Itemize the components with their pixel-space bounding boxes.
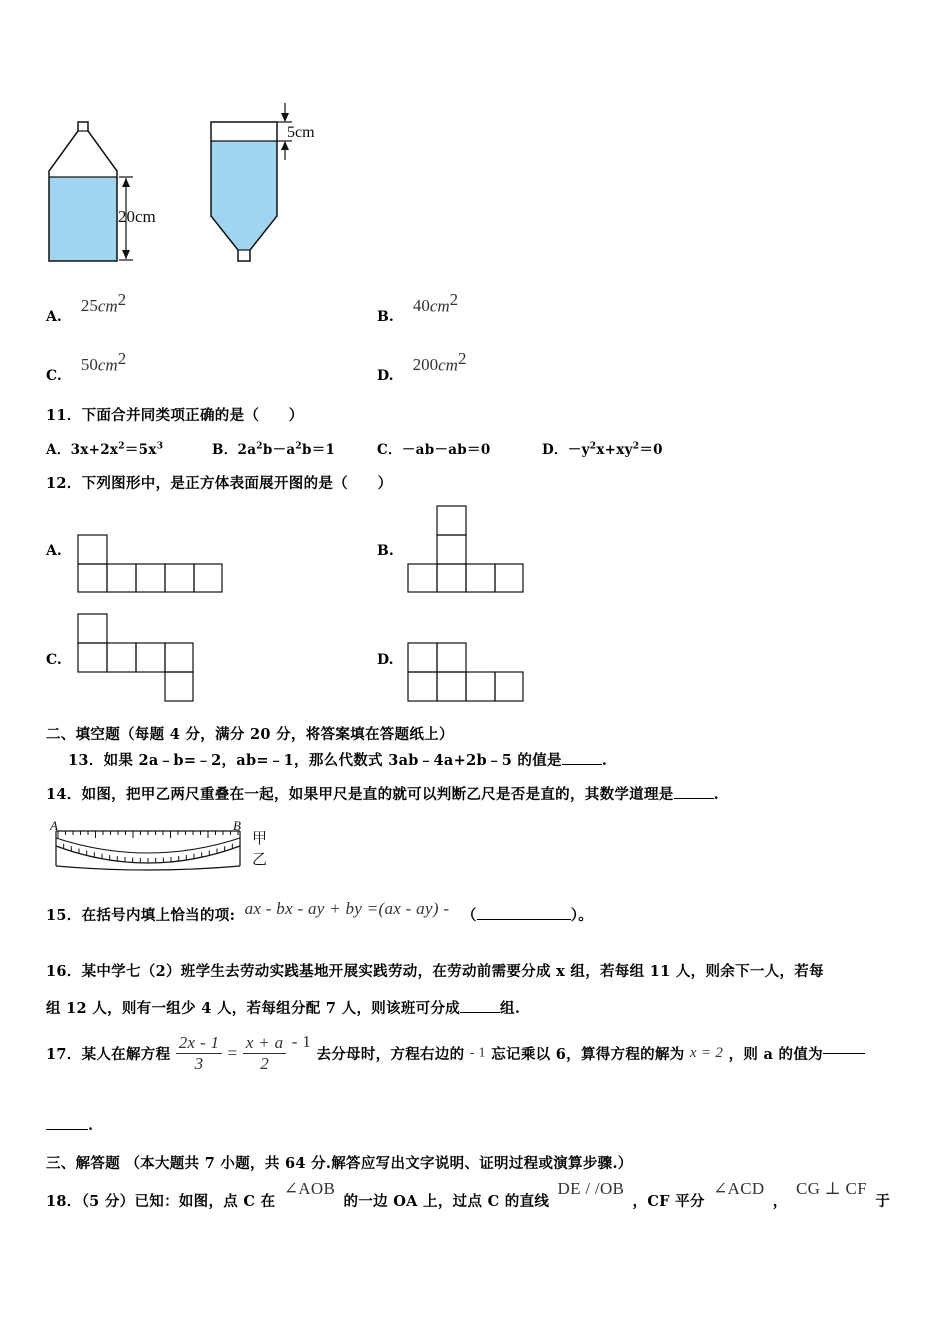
q15: 15．在括号内填上恰当的项: ax - bx - ay + by =(ax - ay) - （ ）。 (46, 899, 594, 924)
option-value: 200 (412, 355, 439, 375)
q12-option-d-letter[interactable]: D. (377, 652, 394, 668)
fraction-right: $\frac{x + a}{2}$ (243, 1033, 287, 1074)
svg-text:A: A (50, 818, 58, 833)
answer-blank[interactable] (460, 1012, 500, 1013)
option-letter: B. (377, 309, 394, 326)
answer-blank[interactable] (46, 1129, 88, 1130)
q11-stem: 11．下面合并同类项正确的是（ ） (46, 407, 304, 424)
answer-blank[interactable] (477, 919, 571, 920)
answer-blank[interactable] (823, 1053, 865, 1054)
q18: 18．（5 分）已知：如图，点 C 在 ∠AOB 的一边 OA 上，过点 C 的直线 DE / /OB ，CF 平分 ∠ACD ， CG ⊥ CF 于 (46, 1179, 891, 1210)
q16-line1: 16．某中学七（2）班学生去劳动实践基地开展实践劳动，在劳动前需要分成 x 组，若每组 11 人，则余下一人，若每 (46, 963, 824, 980)
option-letter: C. (46, 368, 62, 385)
option-letter: D. (377, 368, 394, 385)
section3-title: 三、解答题 （本大题共 7 小题，共 64 分.解答应写出文字说明、证明过程或演算步骤.） (46, 1155, 633, 1172)
section2-title: 二、填空题（每题 4 分，满分 20 分，将答案填在答题纸上） (46, 726, 454, 743)
svg-text:乙: 乙 (252, 850, 268, 868)
q13: 13．如果 2a﹣b=﹣2，ab=﹣1，那么代数式 3ab﹣4a+2b﹣5 的值是 . (68, 752, 608, 769)
q10-option-c[interactable]: C. $50cm^2$ (46, 349, 127, 385)
right-dimension-label: 5cm (287, 124, 315, 141)
fraction-left: $\frac{2x - 1}{3}$ (176, 1033, 223, 1074)
q11-option-a[interactable]: A．$3x+2x^2=5x^3$ (46, 441, 164, 458)
svg-text:B: B (233, 818, 241, 833)
q17: 17．某人在解方程 $\frac{2x - 1}{3}$ = $\frac{x + a}{2}$ - 1 去分母时，方程右边的 - 1 忘记乘以 6，算得方程的解为 x = 2 ，则 a 的值为 (46, 1033, 865, 1074)
q15-expression: ax - bx - ay + by =(ax - ay) - (244, 899, 450, 918)
q17-continuation: . (46, 1117, 93, 1134)
q10-option-d[interactable]: D. $200cm^2$ (377, 349, 467, 385)
q14: 14．如图，把甲乙两尺重叠在一起，如果甲尺是直的就可以判断乙尺是否是直的，其数学道理是 . (46, 786, 719, 803)
option-value: 25 (80, 296, 98, 316)
q12-option-a-letter[interactable]: A. (46, 543, 62, 559)
q10-option-a[interactable]: A. $25cm^2$ (46, 290, 127, 326)
q11-option-c[interactable]: C．－ab－ab＝0 (377, 442, 491, 458)
option-value: 50 (80, 355, 98, 375)
q12-option-b-letter[interactable]: B. (377, 543, 394, 559)
q12-stem: 12．下列图形中，是正方体表面展开图的是（ ） (46, 475, 393, 492)
option-letter: A. (46, 309, 62, 326)
left-dimension-label: 20cm (118, 207, 156, 226)
q11-option-d[interactable]: D．$-y^2x+xy^2=0$ (542, 441, 663, 458)
option-value: 40 (412, 296, 430, 316)
q11-option-b[interactable]: B．$2a^2b-a^2b=1$ (212, 441, 336, 458)
q10-option-b[interactable]: B. $40cm^2$ (377, 290, 459, 326)
q12-option-c-letter[interactable]: C. (46, 652, 62, 668)
q16-line2: 组 12 人，则有一组少 4 人，若每组分配 7 人，则该班可分成 组. (46, 1000, 521, 1017)
svg-text:甲: 甲 (252, 829, 268, 847)
